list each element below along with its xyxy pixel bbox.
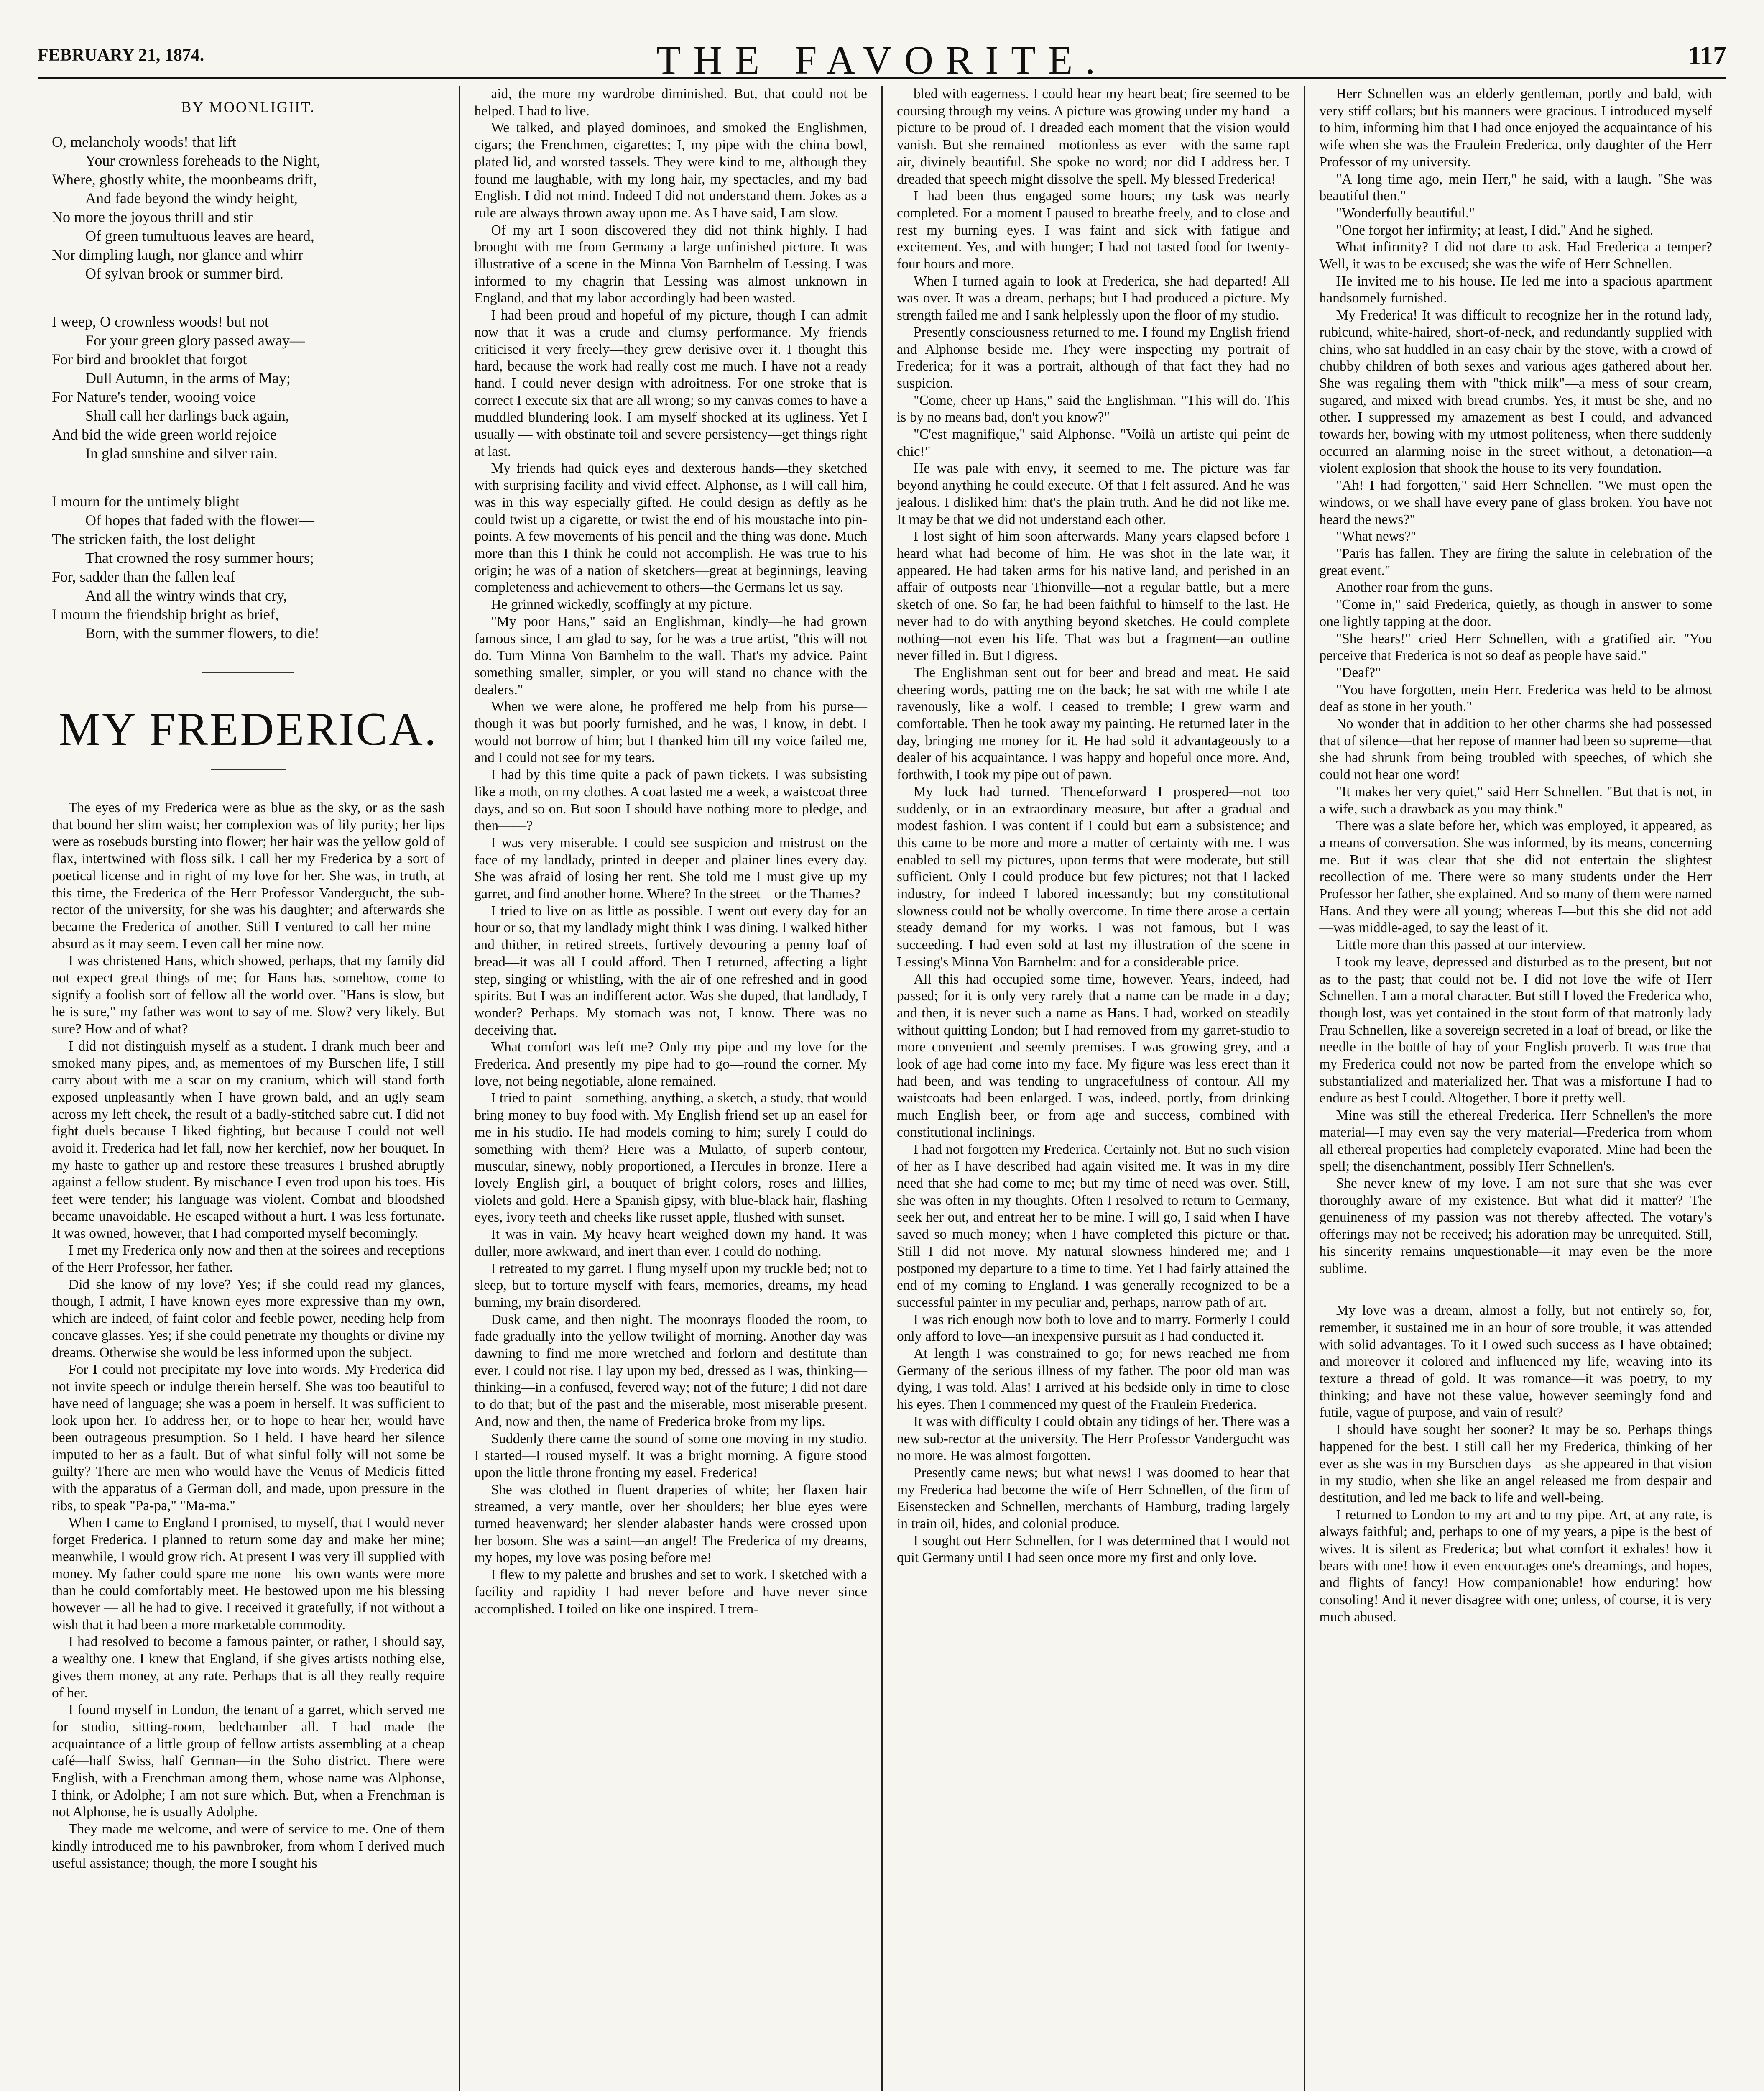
story-paragraph: "Paris has fallen. They are firing the salute in celebration of the great event." <box>1319 545 1712 578</box>
story-text-col-1 <box>52 800 445 1872</box>
story-paragraph: There was a slate before her, which was employed, it appeared, as a means of conversation. She was informed, by its means, concerning me. But it was clear that she did not entertain the slightest recollection of me. There were so many students under the Herr Professor her father, she explained. And so many of them were named Hans. And they were all young; whereas I—but this she did not add—was middle-aged, to say the least of it. <box>1319 818 1712 936</box>
poem-stanza <box>52 133 445 283</box>
poem-line: Nor dimpling laugh, nor glance and whirr <box>52 246 303 263</box>
story-paragraph: What infirmity? I did not dare to ask. Had Frederica a temper? Well, it was to be excused; she was the wife of Herr Schnellen. <box>1319 239 1712 272</box>
story-text-col-3 <box>897 86 1290 1567</box>
story-paragraph: I was christened Hans, which showed, perhaps, that my family did not expect great things of me; for Hans has, somehow, come to signify a foolish sort of fellow all the world over. "Hans is slow, but he is sure," my father was wont to say of me. Slow? very likely. But sure? How and of what? <box>52 953 445 1037</box>
story-paragraph: Of my art I soon discovered they did not think highly. I had brought with me from Germany a large unfinished picture. It was illustrative of a scene in the Minna Von Barnhelm of Lessing. I was informed to my chagrin that Lessing was almost unknown in England, and that my labor accordingly had been wasted. <box>474 222 867 306</box>
story-paragraph: What comfort was left me? Only my pipe and my love for the Frederica. And presently my pipe had to go—round the corner. My love, not being negotiable, alone remained. <box>474 1039 867 1089</box>
poem-line: And fade beyond the windy height, <box>85 190 298 207</box>
story-paragraph: I retreated to my garret. I flung myself upon my truckle bed; not to sleep, but to torture myself with fears, memories, dreams, my head burning, my brain disordered. <box>474 1260 867 1310</box>
story-paragraph: Dusk came, and then night. The moonrays flooded the room, to fade gradually into the yellow twilight of morning. Another day was dawning to find me more wretched and forlorn and destitute than ever. I could not rise. I lay upon my bed, dressed as I was, thinking—thinking—in a confused, fevered way; not of the future; I did not dare to do that; but of the past and the miserable, most miserable present. And, now and then, the name of Frederica broke from my lips. <box>474 1311 867 1429</box>
story-paragraph: He was pale with envy, it seemed to me. The picture was far beyond anything he could execute. Of that I felt assured. And he was jealous. I disliked him: that's the plain truth. And he did not like me. It may be that we did not understand each other. <box>897 460 1290 527</box>
story-paragraph: Little more than this passed at our interview. <box>1336 937 1586 953</box>
story-paragraph: Herr Schnellen was an elderly gentleman, portly and bald, with very stiff collars; but his manners were gracious. I introduced myself to him, informing him that I had once enjoyed the acquaintance of his wife when she was the Fraulein Frederica, only daughter of the Herr Professor of my university. <box>1319 86 1712 170</box>
poem-line: And all the wintry winds that cry, <box>85 587 287 604</box>
poem-line: The stricken faith, the lost delight <box>52 531 255 547</box>
story-paragraph: I should have sought her sooner? It may be so. Perhaps things happened for the best. I still call her my Frederica, thinking of her ever as she was in my Burschen days—as she appeared in that vision in my studio, when she like an angel released me from despair and destitution, and led me back to life and well-being. <box>1319 1422 1712 1506</box>
poem-line: For bird and brooklet that forgot <box>52 351 247 368</box>
story-paragraph: I tried to paint—something, anything, a sketch, a study, that would bring money to buy food with. My English friend set up an easel for me in his studio. He had models coming to him; surely I could do something with them? Here was a Mulatto, of superb contour, muscular, sinewy, nobly proportioned, a Hercules in bronze. Here a lovely English girl, a bouquet of bright colors, roses and lillies, violets and gold. Here a Spanish gipsy, with blue-black hair, flashing eyes, ivory teeth and cheeks like russet apple, flushed with sunset. <box>474 1090 867 1225</box>
story-paragraph: "A long time ago, mein Herr," he said, with a laugh. "She was beautiful then." <box>1319 171 1712 204</box>
story-paragraph: For I could not precipitate my love into words. My Frederica did not invite speech or indulge therein herself. She was too beautiful to have need of language; she was a poem in herself. It was sufficient to look upon her. To address her, or to hope to hear her, would have been outrageous presumption. So I held. I have heard her silence imputed to her as a fault. But of what sinful folly will not some be guilty? There are men who would have the Venus of Medicis fitted with the apparatus of a German doll, and made, upon pressure in the ribs, to speak "Pa-pa," "Ma-ma." <box>52 1362 445 1513</box>
column-1 <box>38 86 460 2091</box>
poem-line: Where, ghostly white, the moonbeams drift, <box>52 171 317 188</box>
story-paragraph: "You have forgotten, mein Herr. Frederica was held to be almost deaf as stone in her youth." <box>1319 682 1712 715</box>
poem-body <box>52 133 445 643</box>
story-paragraph: "She hears!" cried Herr Schnellen, with a gratified air. "You perceive that Frederica is not so deaf as people have said." <box>1319 631 1712 664</box>
story-paragraph: She was clothed in fluent draperies of white; her flaxen hair streamed, a very mantle, over her shoulders; her blue eyes were turned heavenward; her slender alabaster hands were crossed upon her bosom. She was a saint—an angel! The Frederica of my dreams, my hopes, my love was posing before me! <box>474 1482 867 1566</box>
poem-line: In glad sunshine and silver rain. <box>85 445 278 462</box>
story-paragraph: I had been proud and hopeful of my picture, though I can admit now that it was a crude and clumsy performance. My friends criticised it very freely—they grew derisive over it. I thought this hard, because the work had really cost me much. I have not a ready hand. I could never design with adroitness. For one stroke that is correct I execute six that are all wrong; so my canvas comes to have a muddled blundering look. I am myself shocked at its ugliness. Yet I usually — with obstinate toil and severe persistency—get things right at last. <box>474 307 867 459</box>
story-paragraph: I was very miserable. I could see suspicion and mistrust on the face of my landlady, printed in deeper and plainer lines every day. She was afraid of losing her rent. She told me I must give up my garret, and find another home. Where? In the street—or the Thames? <box>474 835 867 902</box>
issue-date: FEBRUARY 21, 1874. <box>38 46 204 65</box>
page-header <box>38 25 1726 82</box>
story-paragraph: "One forgot her infirmity; at least, I did." And he sighed. <box>1336 222 1654 238</box>
story-title: MY FREDERICA. <box>59 703 438 755</box>
story-paragraph: I did not distinguish myself as a student. I drank much beer and smoked many pipes, and, as mementoes of my Burschen life, I still carry about with me a scar on my cranium, which will stand forth exposed unpleasantly when I have grown bald, and an ugly seam across my left cheek, the result of a badly-stitched sabre cut. I did not fight duels because I liked fighting, but because I could not well avoid it. Frederica had let fall, now her kerchief, now her bouquet. In my haste to gather up and restore these treasures I brushed abruptly against a fellow student. By mischance I even trod upon his toes. His feet were tender; his language was violent. Combat and bloodshed became unavoidable. He escaped without a hurt. I was less fortunate. It was owned, however, that I had comported myself becomingly. <box>52 1038 445 1241</box>
title-rule <box>211 769 286 770</box>
poem-line: I mourn the friendship bright as brief, <box>52 606 279 623</box>
masthead-title: THE FAVORITE. <box>656 38 1108 82</box>
story-text-col-4a <box>1320 86 1713 1277</box>
story-paragraph: When we were alone, he proffered me help from his purse—though it was but poorly furnished, and he was, I know, in debt. I would not borrow of him; but I thanked him till my voice failed me, and I could not see for my tears. <box>474 699 867 766</box>
story-paragraph: It was in vain. My heavy heart weighed down my hand. It was duller, more awkward, and inert than ever. I could do nothing. <box>474 1227 867 1259</box>
story-paragraph: "Come, cheer up Hans," said the Englishman. "This will do. This is by no means bad, don't you know?" <box>897 392 1290 425</box>
story-paragraph: "It makes her very quiet," said Herr Schnellen. "But that is not, in a wife, such a drawback as you may think." <box>1319 784 1712 817</box>
story-paragraph: Another roar from the guns. <box>1336 580 1493 596</box>
story-paragraph: I returned to London to my art and to my pipe. Art, at any rate, is always faithful; and, perhaps to one of my years, a pipe is the best of wives. It is silent as Frederica; but what comfort it exhales! how it bears with one! how it even encourages one's dreamings, and hopes, and flights of fancy! How companionable! how enduring! how consoling! And it never disagree with one; unless, of course, it is very much abused. <box>1319 1507 1712 1625</box>
poem-stanza <box>52 492 445 643</box>
story-paragraph: The eyes of my Frederica were as blue as the sky, or as the sash that bound her slim waist; her complexion was of lily purity; her lips were as rosebuds bursting into flower; her hair was the yellow gold of flax, intertwined with floss silk. I call her my Frederica by a sort of poetical license and in right of my love for her. She was, in truth, at this time, the Frederica of the Herr Professor Vandergucht, the sub-rector of the university, for she was his daughter; and afterwards she became the Frederica of another. Still I ventured to call her mine—absurd as it may seem. I even call her mine now. <box>52 800 445 952</box>
story-paragraph: She never knew of my love. I am not sure that she was ever thoroughly aware of my existence. But what did it matter? The genuineness of my passion was not thereby affected. The votary's offerings may not be received; his adoration may be unrequited. Still, his sincerity remains unquestionable—it may even be the more sublime. <box>1319 1176 1712 1276</box>
story-paragraph: I flew to my palette and brushes and set to work. I sketched with a facility and rapidity I had never before and have never since accomplished. I toiled on like one inspired. I trem- <box>474 1567 867 1617</box>
story-paragraph: I tried to live on as little as possible. I went out every day for an hour or so, that my landlady might think I was dining. I walked hither and thither, in retired streets, furtively devouring a penny loaf of bread—it was all I could afford. Then I returned, affecting a light step, singing or whistling, with the air of one refreshed and in good spirits. But I was an indifferent actor. Was she duped, that landlady, I wonder? Perhaps. My stomach was not, I know. There was no deceiving that. <box>474 903 867 1038</box>
story-paragraph: bled with eagerness. I could hear my heart beat; fire seemed to be coursing through my veins. A picture was growing under my hand—a picture to be proud of. I dreaded each moment that the vision would vanish. But she remained—motionless as ever—with the same rapt air, divinely beautiful. She spoke no word; nor did I address her. I dreaded that speech might dissolve the spell. My blessed Frederica! <box>897 86 1290 187</box>
story-paragraph: He grinned wickedly, scoffingly at my picture. <box>491 597 752 613</box>
poem-line: Of sylvan brook or summer bird. <box>85 265 283 282</box>
story-paragraph: When I came to England I promised, to myself, that I would never forget Frederica. I planned to return some day and make her mine; meanwhile, I would grow rich. At present I was very ill supplied with money. My father could spare me none—his own wants were more than he could comfortably meet. He bestowed upon me his blessing however — all he had to give. I received it gratefully, if not without a wish that it had been a more marketable commodity. <box>52 1515 445 1633</box>
poem-line: Your crownless foreheads to the Night, <box>85 152 321 169</box>
story-paragraph: "C'est magnifique," said Alphonse. "Voilà un artiste qui peint de chic!" <box>897 427 1290 459</box>
poem-line: O, melancholy woods! that lift <box>52 133 236 150</box>
poem-line: For, sadder than the fallen leaf <box>52 568 235 585</box>
page-number: 117 <box>1687 41 1726 70</box>
poem-title: BY MOONLIGHT. <box>181 99 316 115</box>
column-2 <box>460 86 883 2091</box>
story-paragraph: He invited me to his house. He led me into a spacious apartment handsomely furnished. <box>1319 273 1712 306</box>
story-paragraph: At length I was constrained to go; for news reached me from Germany of the serious illness of my father. The poor old man was dying, I was told. Alas! I arrived at his bedside only in time to close his eyes. Then I commenced my quest of the Fraulein Frederica. <box>897 1346 1290 1413</box>
article-columns <box>38 86 1726 2091</box>
story-paragraph: My friends had quick eyes and dexterous hands—they sketched with surprising facility and vivid effect. Alphonse, as I will call him, was in this way especially gifted. He could design as deftly as he could twist up a cigarette, or twist the end of his moustache into pin-points. A few movements of his pencil and the thing was done. Much more than this I think he could not accomplish. He was true to his origin; he was of a nation of sketchers—great at beginnings, leaving completeness and achievement to others—the Germans let us say. <box>474 460 867 596</box>
poem-line: For your green glory passed away— <box>85 332 305 349</box>
story-paragraph: I had by this time quite a pack of pawn tickets. I was subsisting like a moth, on my clothes. A coat lasted me a week, a waistcoat three days, and so on. But soon I should have nothing more to pledge, and then——? <box>474 767 867 834</box>
column-3 <box>883 86 1305 2091</box>
story-paragraph: I met my Frederica only now and then at the soirees and receptions of the Herr Professor, her father. <box>52 1242 445 1275</box>
poem-line: No more the joyous thrill and stir <box>52 209 253 225</box>
story-paragraph: I had not forgotten my Frederica. Certainly not. But no such vision of her as I have described had again visited me. It was in my dire need that she had come to me; but my time of need was over. Still, she was often in my thoughts. Often I resolved to return to Germany, seek her out, and entreat her to be mine. I will go, I said when I have saved so much money; when I have completed this picture or that. Still I did not move. My natural slowness hindered me; and I postponed my departure to a time to time. Yet I had fairly attained the end of my coming to England. I was generally recognized to be a successful painter in my peculiar and, perhaps, narrow path of art. <box>897 1141 1290 1310</box>
poem-line: And bid the wide green world rejoice <box>52 426 277 443</box>
story-paragraph: The Englishman sent out for beer and bread and meat. He said cheering words, patting me on the back; he sat with me while I ate ravenously, like a wolf. I ceased to tremble; I grew warm and comfortable. Then he took away my painting. He returned later in the day, bringing me money for it. He had sold it advantageously to a dealer of his acquaintance. I was happy and hopeful once more. And, forthwith, I took my pipe out of pawn. <box>897 665 1290 783</box>
story-paragraph: "What news?" <box>1336 529 1417 544</box>
story-paragraph: Presently came news; but what news! I was doomed to hear that my Frederica had become the wife of Herr Schnellen, of the firm of Eisenstecken and Schnellen, merchants of Hamburg, trading largely in train oil, hides, and colonial produce. <box>897 1465 1290 1532</box>
poem-stanza <box>52 312 445 463</box>
story-paragraph: No wonder that in addition to her other charms she had possessed that of silence—that her repose of manner had been so supreme—that she had shrunk from being troubled with speeches, of which she could not hear one word! <box>1319 716 1712 783</box>
story-paragraph: Did she know of my love? Yes; if she could read my glances, though, I admit, I have known eyes more expressive than my own, which are indeed, of faint color and feeble power, needing help from concave glasses. Yes; if she could penetrate my thoughts or divine my dreams. Otherwise she would be less informed upon the subject. <box>52 1276 445 1360</box>
story-paragraph: I took my leave, depressed and disturbed as to the present, but not as to the past; that could not be. I did not love the wife of Herr Schnellen. I am a moral character. But still I loved the Frederica who, though lost, was yet contained in the stout form of that matronly lady Frau Schnellen, like a sovereign secreted in a loaf of bread, or like the needle in the bottle of hay of your English proverb. It was true that my Frederica could not now be parted from the envelope which so substantialized and materialized her. That was a misfortune I had to endure as best I could. Altogether, I bore it pretty well. <box>1319 954 1712 1106</box>
column-4 <box>1305 86 1727 2091</box>
poem-line: Of hopes that faded with the flower— <box>85 512 314 529</box>
story-paragraph: I had resolved to become a famous painter, or rather, I should say, a wealthy one. I knew that England, if she gives artists nothing else, gives them money, at any rate. Perhaps that is all they really require of her. <box>52 1634 445 1701</box>
story-paragraph: I sought out Herr Schnellen, for I was determined that I would not quit Germany until I had seen once more my first and only love. <box>897 1533 1290 1566</box>
story-paragraph: "Ah! I had forgotten," said Herr Schnellen. "We must open the windows, or we shall have every pane of glass broken. You have not heard the news?" <box>1319 478 1712 527</box>
section-divider <box>202 672 294 673</box>
story-paragraph: Suddenly there came the sound of some one moving in my studio. I started—I roused myself. It was a bright morning. A figure stood upon the little throne fronting my easel. Frederica! <box>474 1431 867 1480</box>
poem-line: For Nature's tender, wooing voice <box>52 389 256 405</box>
poem-line: Of green tumultuous leaves are heard, <box>85 228 314 244</box>
story-paragraph: They made me welcome, and were of service to me. One of them kindly introduced me to his pawnbroker, from whom I derived much useful assistance; though, the more I sought his <box>52 1821 445 1871</box>
story-paragraph: My love was a dream, almost a folly, but not entirely so, for, remember, it sustained me in an hour of sore trouble, it was attended with solid advantages. To it I owed such success as I have obtained; and moreover it colored and influenced my life, weaving into its texture a thread of gold. It was romance—it was poetry, to my thinking; and have not these value, however seemingly fond and futile, vague of purpose, and vain of result? <box>1319 1303 1712 1421</box>
story-paragraph: Mine was still the ethereal Frederica. Herr Schnellen's the more material—I may even say the very material—Frederica from whom all ethereal properties had completely evaporated. Mine had been the spell; the disenchantment, possibly Herr Schnellen's. <box>1319 1107 1712 1174</box>
story-paragraph: My luck had turned. Thenceforward I prospered—not too suddenly, or in an extraordinary measure, but after a gradual and modest fashion. I was content if I could but earn a subsistence; and this came to be more and more a matter of certainty with me. I was enabled to sell my pictures, upon terms that were moderate, but still sufficient. Only I could produce but few pictures; not that I lacked industry, for indeed I labored incessantly; but my constitutional slowness could not be wholly overcome. In time there arose a certain steady demand for my works. I was not famous, but I was succeeding. I had even sold at last my illustration of the scene in Lessing's Minna Von Barnhelm: and for a considerable price. <box>897 784 1290 970</box>
story-paragraph: aid, the more my wardrobe diminished. But, that could not be helped. I had to live. <box>474 86 867 119</box>
poem-line: Born, with the summer flowers, to die! <box>85 625 319 642</box>
story-paragraph: My Frederica! It was difficult to recognize her in the rotund lady, rubicund, white-haired, short-of-neck, and redundantly supplied with chins, who sat huddled in an easy chair by the stove, with a crowd of chubby children of both sexes and various ages gathered about her. She was regaling them with "thick milk"—a mess of sour cream, sugared, and mixed with bread crumbs. Yes, it must be she, and no other. I suppressed my amazement as best I could, and advanced towards her, bowing with my utmost politeness, when there suddenly occurred an alarming noise in the street without, a detonation—a violent explosion that shook the house to its very foundation. <box>1319 307 1712 476</box>
story-paragraph: "Deaf?" <box>1336 665 1381 680</box>
story-paragraph: "My poor Hans," said an Englishman, kindly—he had grown famous since, I am glad to say, for he was a true artist, "this will not do. Turn Minna Von Barnhelm to the wall. That's my advice. Paint something smaller, simpler, or you will stand no chance with the dealers." <box>474 613 867 698</box>
story-paragraph: When I turned again to look at Frederica, she had departed! All was over. It was a dream, perhaps; but I had produced a picture. My strength failed me and I sank helplessly upon the floor of my studio. <box>897 273 1290 323</box>
story-paragraph: Presently consciousness returned to me. I found my English friend and Alphonse beside me. They were inspecting my portrait of Frederica; for it was a portrait, although of that fact they had no suspicion. <box>897 324 1290 391</box>
story-paragraph: I found myself in London, the tenant of a garret, which served me for studio, sitting-room, bedchamber—all. I had made the acquaintance of a little group of fellow artists assembling at a cheap café—half Swiss, half German—in the Soho district. There were English, with a Frenchman among them, whose name was Alphonse, I think, or Adolphe; I am not sure which. But, when a Frenchman is not Alphonse, he is usually Adolphe. <box>52 1702 445 1820</box>
poem-line: Shall call her darlings back again, <box>85 407 289 424</box>
story-paragraph: All this had occupied some time, however. Years, indeed, had passed; for it is only very rarely that a name can be made in a day; and then, it is never such a name as Hans. I had, worked on steadily without quitting London; but I had removed from my garret-studio to more convenient and seemly premises. I was growing grey, and a look of age had come into my face. My figure was less erect than it had been, and was tending to ungracefulness of contour. All my waistcoats had been enlarged. I was, indeed, portly, from drinking much English beer, or from age and success, combined with constitutional inclinings. <box>897 971 1290 1140</box>
poem-line: That crowned the rosy summer hours; <box>85 550 314 566</box>
story-paragraph: I had been thus engaged some hours; my task was nearly completed. For a moment I paused to breathe freely, and to close and rest my burning eyes. I was faint and sick with fatigue and excitement. Yes, and with hunger; I had not tasted food for twenty-four hours and more. <box>897 188 1290 272</box>
poem-line: I mourn for the untimely blight <box>52 493 240 510</box>
story-paragraph: I was rich enough now both to love and to marry. Formerly I could only afford to love—an inexpensive pursuit as I had conducted it. <box>897 1311 1290 1345</box>
poem-line: Dull Autumn, in the arms of May; <box>85 370 291 386</box>
story-text-col-4b <box>1320 1302 1713 1626</box>
story-paragraph: It was with difficulty I could obtain any tidings of her. There was a new sub-rector at the university. The Herr Professor Vandergucht was no more. He was almost forgotten. <box>897 1414 1290 1464</box>
story-text-col-2 <box>475 86 868 1618</box>
story-paragraph: We talked, and played dominoes, and smoked the Englishmen, cigars; the Frenchmen, cigarettes; I, my pipe with the china bowl, plated lid, and worsted tassels. They were kind to me, although they found me laughable, with my long hair, my spectacles, and my bad English. I did not mind. Indeed I did not understand them. Jokes as a rule are always thrown away upon me. As I have said, I am slow. <box>474 120 867 221</box>
story-paragraph: "Wonderfully beautiful." <box>1336 205 1475 221</box>
story-paragraph: I lost sight of him soon afterwards. Many years elapsed before I heard what had become of him. He was shot in the late war, it appeared. He had taken arms for his native land, and perished in an affair of outposts near Thionville—not a regular battle, but a mere sketch of one. So far, he had been faithful to himself to the last. He never had to do with anything beyond sketches. He could complete nothing—not even his life. That was but a fragment—an outline never filled in. But I digress. <box>897 529 1290 664</box>
poem-line: I weep, O crownless woods! but not <box>52 313 269 330</box>
story-paragraph: "Come in," said Frederica, quietly, as though in answer to some one lightly tapping at the door. <box>1319 597 1712 629</box>
header-rule <box>38 77 1726 82</box>
